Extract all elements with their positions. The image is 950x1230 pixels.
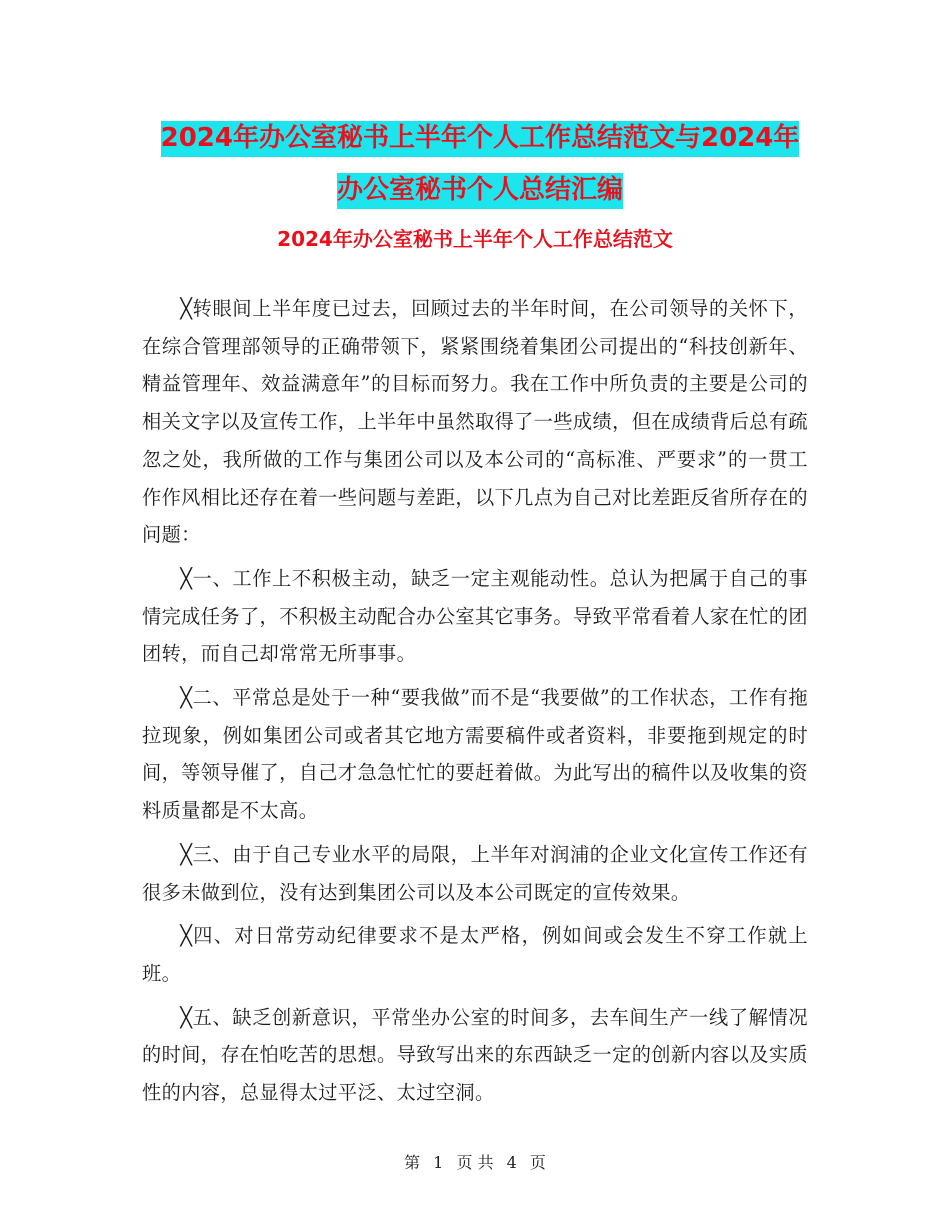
- paragraph-item-4: ╳四、对日常劳动纪律要求不是太严格，例如间或会发生不穿工作就上班。: [142, 924, 808, 985]
- page-footer: [0, 1150, 950, 1173]
- paragraph-item-3: ╳三、由于自己专业水平的局限，上半年对润浦的企业文化宣传工作还有很多未做到位，没有达到集团公司以及本公司既定的宣传效果。: [142, 842, 808, 904]
- paragraph-item-1: ╳一、工作上不积极主动，缺乏一定主观能动性。总认为把属于自己的事情完成任务了，不积极主动配合办公室其它事务。导致平常看着人家在忙的团团转，而自己却常常无所事事。: [142, 566, 808, 666]
- title-highlight-2: 办公室秘书个人总结汇编: [337, 173, 623, 209]
- section-title: 2024年办公室秘书上半年个人工作总结范文: [277, 227, 673, 251]
- footer-label-of: 页 共: [456, 1153, 494, 1172]
- footer-label-page: 第: [404, 1153, 421, 1172]
- document-body: [142, 290, 808, 1118]
- title-line-2: [140, 164, 820, 216]
- footer-current-page: 1: [433, 1153, 444, 1172]
- paragraph-item-2: ╳二、平常总是处于一种“要我做”而不是“我要做”的工作状态，工作有拖拉现象，例如集团公司或者其它地方需要稿件或者资料，非要拖到规定的时间，等领导催了，自己才急急忙忙的要赶着做。为此写出的稿件以及收集的资料质量都是不太高。: [142, 686, 808, 823]
- title-highlight-1: 2024年办公室秘书上半年个人工作总结范文与2024年: [161, 121, 800, 157]
- document-title: [140, 112, 820, 216]
- paragraph-item-5: ╳五、缺乏创新意识，平常坐办公室的时间多，去车间生产一线了解情况的时间，存在怕吃苦的思想。导致写出来的东西缺乏一定的创新内容以及实质性的内容，总显得太过平泛、太过空洞。: [142, 1005, 808, 1105]
- footer-total-pages: 4: [506, 1153, 517, 1172]
- title-line-1: [140, 112, 820, 164]
- footer-label-pages: 页: [529, 1153, 546, 1172]
- paragraph-intro: ╳转眼间上半年度已过去，回顾过去的半年时间，在公司领导的关怀下，在综合管理部领导的正确带领下，紧紧围绕着集团公司提出的“科技创新年、精益管理年、效益满意年”的目标而努力。我在工作中所负责的主要是公司的相关文字以及宣传工作，上半年中虽然取得了一些成绩，但在成绩背后总有疏忽之处，我所做的工作与集团公司以及本公司的“高标准、严要求”的一贯工作作风相比还存在着一些问题与差距，以下几点为自己对比差距反省所存在的问题：: [142, 297, 808, 547]
